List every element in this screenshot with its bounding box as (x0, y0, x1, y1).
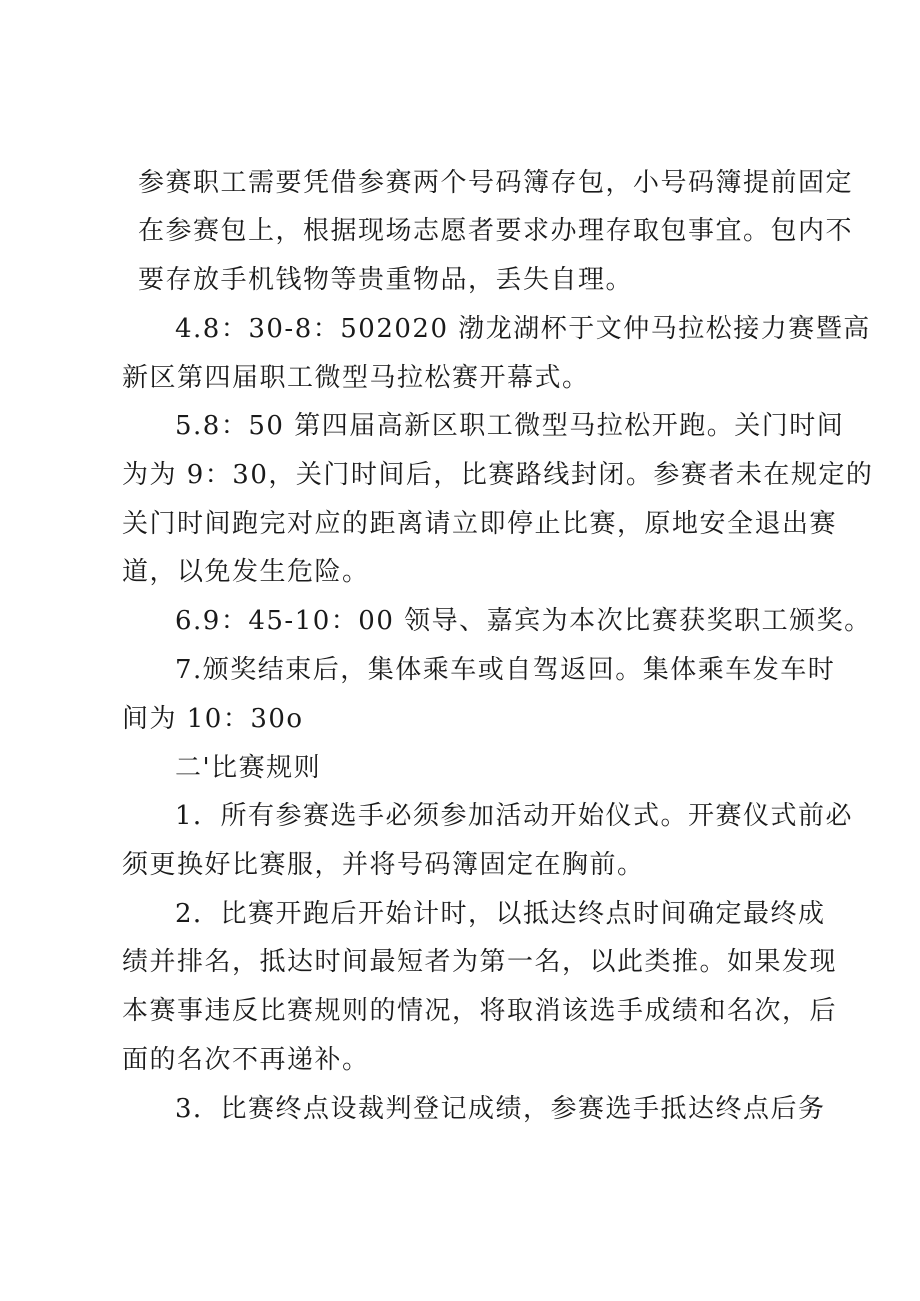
text-line-6: 5.8：50 第四届高新区职工微型马拉松开跑。关门时间 (175, 411, 845, 441)
text-line-7: 为为 9：30，关门时间后，比赛路线封闭。参赛者未在规定的 (122, 460, 874, 490)
text-line-16: 2．比赛开跑后开始计时，以抵达终点时间确定最终成 (175, 899, 826, 929)
text-line-4: 4.8：30-8：502020 渤龙湖杯于文仲马拉松接力赛暨高 (175, 314, 871, 344)
text-line-15: 须更换好比赛服，并将号码簿固定在胸前。 (122, 850, 645, 880)
text-line-19: 面的名次不再递补。 (122, 1045, 370, 1075)
text-line-18: 本赛事违反比赛规则的情况，将取消该选手成绩和名次，后 (122, 996, 838, 1026)
text-line-3: 要存放手机钱物等贵重物品，丢失自理。 (138, 265, 634, 295)
section-heading: 二'比赛规则 (175, 753, 322, 783)
text-line-2: 在参赛包上，根据现场志愿者要求办理存取包事宜。包内不 (138, 216, 854, 246)
text-line-20: 3．比赛终点设裁判登记成绩，参赛选手抵达终点后务 (175, 1094, 826, 1124)
text-line-11: 7.颁奖结束后，集体乘车或自驾返回。集体乘车发车时 (175, 655, 836, 685)
text-line-12: 间为 10：30o (122, 704, 304, 734)
text-line-9: 道，以免发生危险。 (122, 557, 370, 587)
text-line-14: 1．所有参赛选手必须参加活动开始仪式。开赛仪式前必 (175, 801, 854, 831)
text-line-17: 绩并排名，抵达时间最短者为第一名，以此类推。如果发现 (122, 947, 838, 977)
text-line-8: 关门时间跑完对应的距离请立即停止比赛，原地安全退出赛 (122, 509, 838, 539)
text-line-10: 6.9：45-10：00 领导、嘉宾为本次比赛获奖职工颁奖。 (175, 606, 872, 636)
text-line-5: 新区第四届职工微型马拉松赛开幕式。 (122, 363, 590, 393)
text-line-1: 参赛职工需要凭借参赛两个号码簿存包，小号码簿提前固定 (138, 168, 854, 198)
